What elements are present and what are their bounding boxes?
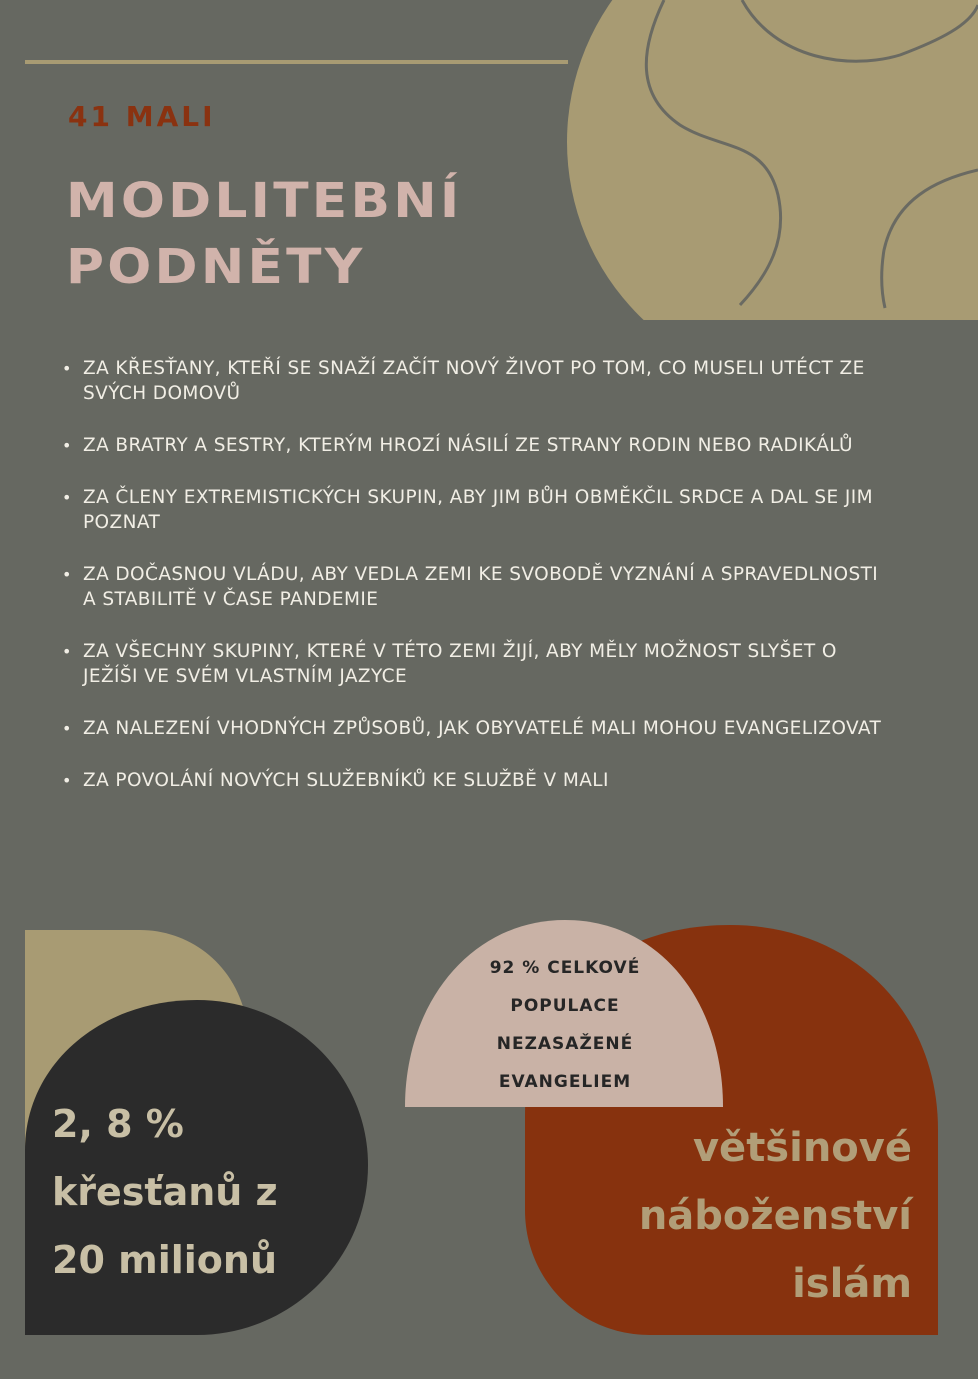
stat-christians-line: křesťanů z	[52, 1170, 278, 1214]
page-subtitle: 41 MALI	[68, 100, 216, 133]
prayer-item: • ZA POVOLÁNÍ NOVÝCH SLUŽEBNÍKŮ KE SLUŽBĚ V MALI	[62, 768, 892, 793]
prayer-item: • ZA DOČASNOU VLÁDU, ABY VEDLA ZEMI KE SVOBODĚ VYZNÁNÍ A SPRAVEDLNOSTI A STABILITĚ V ČASE PANDEMIE	[62, 562, 892, 612]
page-title: MODLITEBNÍ PODNĚTY	[66, 173, 463, 295]
stat-religion	[552, 1116, 912, 1316]
stat-unreached-line: NEZASAŽENÉ	[496, 1034, 634, 1054]
stat-religion-line: islám	[792, 1261, 912, 1307]
prayer-item: • ZA BRATRY A SESTRY, KTERÝM HROZÍ NÁSILÍ ZE STRANY RODIN NEBO RADIKÁLŮ	[62, 433, 892, 458]
stat-unreached	[440, 955, 690, 1095]
stat-unreached-line: POPULACE	[510, 996, 620, 1016]
prayer-item: • ZA VŠECHNY SKUPINY, KTERÉ V TÉTO ZEMI ŽIJÍ, ABY MĚLY MOŽNOST SLYŠET O JEŽÍŠI VE SVÉM VLASTNÍM JAZYCE	[62, 639, 892, 689]
stat-christians	[52, 1092, 352, 1292]
stat-unreached-line: EVANGELIEM	[498, 1072, 632, 1092]
stat-christians-line: 2, 8 %	[52, 1102, 184, 1146]
prayer-item: • ZA KŘESŤANY, KTEŘÍ SE SNAŽÍ ZAČÍT NOVÝ ŽIVOT PO TOM, CO MUSELI UTÉCT ZE SVÝCH DOMOVŮ	[62, 356, 892, 406]
stat-religion-line: náboženství	[638, 1193, 912, 1239]
stat-unreached-line: 92 % CELKOVÉ	[489, 958, 641, 978]
prayer-item: • ZA NALEZENÍ VHODNÝCH ZPŮSOBŮ, JAK OBYVATELÉ MALI MOHOU EVANGELIZOVAT	[62, 716, 892, 741]
prayer-item: • ZA ČLENY EXTREMISTICKÝCH SKUPIN, ABY JIM BŮH OBMĚKČIL SRDCE A DAL SE JIM POZNAT	[62, 485, 892, 535]
stat-religion-line: většinové	[692, 1125, 912, 1171]
stat-christians-line: 20 milionů	[52, 1238, 277, 1282]
prayer-list	[62, 356, 892, 820]
